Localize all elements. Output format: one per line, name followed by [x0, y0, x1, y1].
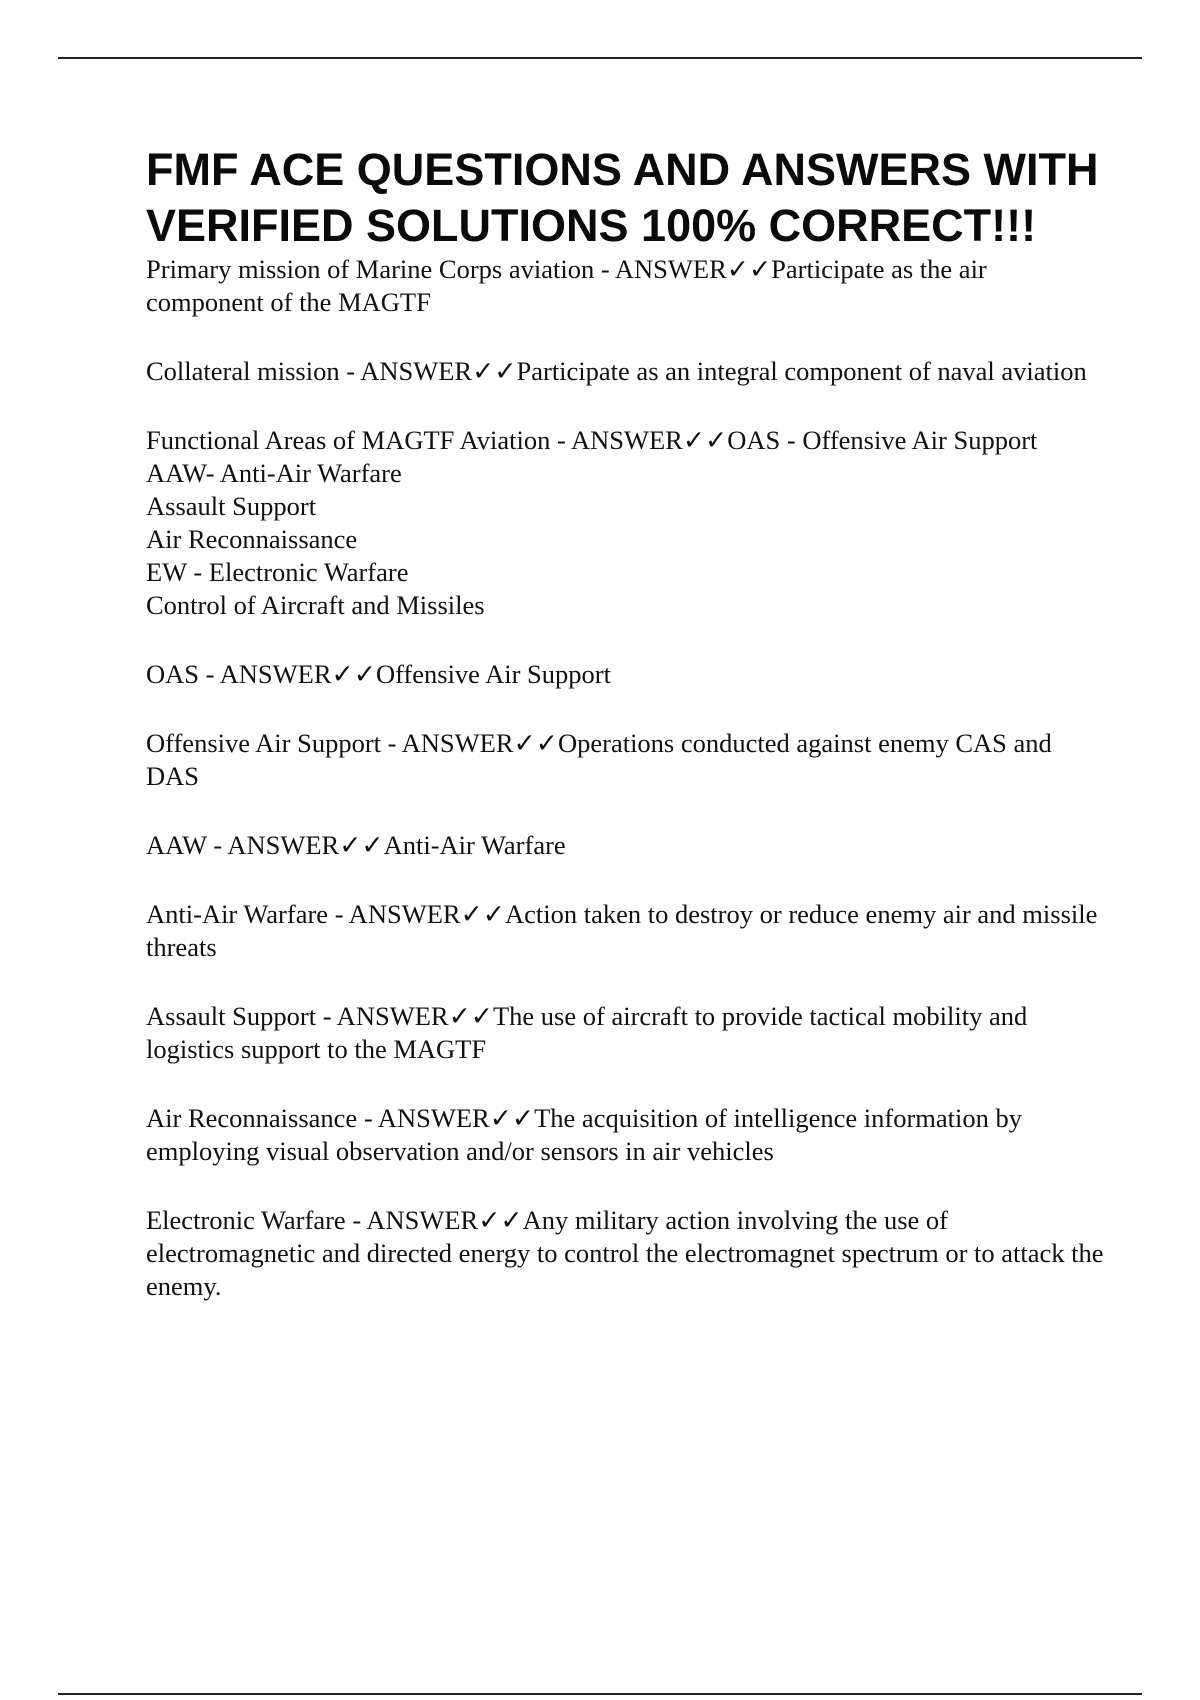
answer-text: The use of aircraft to provide tactical mobility and logistics support to the MAGTF	[146, 1001, 1028, 1064]
answer-text: Participate as the air component of the MAGTF	[146, 254, 987, 317]
document-title: FMF ACE QUESTIONS AND ANSWERS WITH VERIFIED SOLUTIONS 100% CORRECT!!!	[146, 144, 1099, 251]
answer-line: Assault Support	[146, 491, 317, 521]
qa-item	[146, 424, 1106, 622]
question-text: Air Reconnaissance	[146, 1103, 358, 1133]
answer-text: Participate as an integral component of naval aviation	[516, 356, 1087, 386]
qa-item	[146, 1102, 1106, 1168]
bottom-divider	[58, 1693, 1142, 1695]
qa-item	[146, 253, 1106, 319]
answer-separator: - ANSWER✓✓	[594, 254, 772, 284]
answer-separator: - ANSWER✓✓	[357, 1103, 535, 1133]
answer-separator: - ANSWER✓✓	[339, 356, 517, 386]
answer-separator: - ANSWER✓✓	[328, 899, 505, 929]
document-body	[146, 142, 1106, 1339]
qa-item	[146, 898, 1106, 964]
answer-separator: - ANSWER✓✓	[381, 728, 558, 758]
answer-text: Anti-Air Warfare	[383, 830, 566, 860]
answer-line: AAW- Anti-Air Warfare	[146, 458, 402, 488]
question-text: AAW	[146, 830, 207, 860]
answer-line: Air Reconnaissance	[146, 524, 358, 554]
question-text: Assault Support	[146, 1001, 317, 1031]
answer-separator: - ANSWER✓✓	[550, 425, 728, 455]
answer-text: Offensive Air Support	[375, 659, 611, 689]
answer-text: OAS - Offensive Air Support	[727, 425, 1038, 455]
answer-separator: - ANSWER✓✓	[199, 659, 376, 689]
answer-line: EW - Electronic Warfare	[146, 557, 409, 587]
qa-item	[146, 1000, 1106, 1066]
qa-list	[146, 253, 1106, 1303]
qa-item	[146, 658, 1106, 691]
qa-item	[146, 829, 1106, 862]
answer-line: Control of Aircraft and Missiles	[146, 590, 485, 620]
question-text: OAS	[146, 659, 200, 689]
answer-separator: - ANSWER✓✓	[345, 1205, 523, 1235]
answer-text: The acquisition of intelligence information by employing visual observation and/or sensors in air vehicles	[146, 1103, 1023, 1166]
qa-item	[146, 1204, 1106, 1303]
answer-text: Any military action involving the use of electromagnetic and directed energy to control the electromagnet spectrum or to attack the enemy.	[146, 1205, 1104, 1301]
question-text: Collateral mission	[146, 356, 340, 386]
question-text: Electronic Warfare	[146, 1205, 346, 1235]
question-text: Anti-Air Warfare	[146, 899, 329, 929]
answer-separator: - ANSWER✓✓	[206, 830, 384, 860]
top-divider	[58, 57, 1142, 59]
answer-separator: - ANSWER✓✓	[316, 1001, 493, 1031]
question-text: Functional Areas of MAGTF Aviation	[146, 425, 551, 455]
qa-item	[146, 727, 1106, 793]
answer-text: Operations conducted against enemy CAS and DAS	[146, 728, 1052, 791]
question-text: Primary mission of Marine Corps aviation	[146, 254, 595, 284]
answer-text: Action taken to destroy or reduce enemy air and missile threats	[146, 899, 1098, 962]
question-text: Offensive Air Support	[146, 728, 382, 758]
qa-item	[146, 355, 1106, 388]
